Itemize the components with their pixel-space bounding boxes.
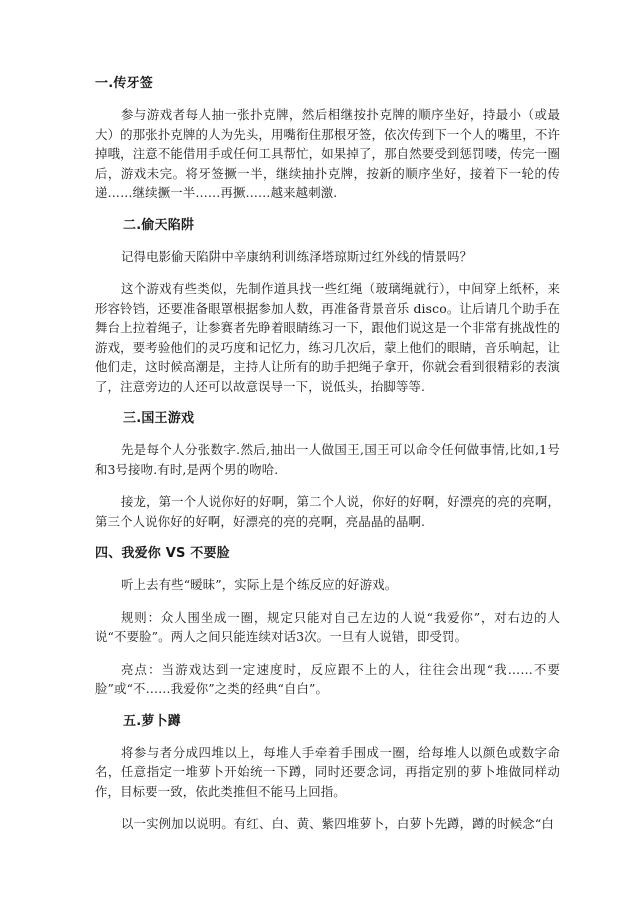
section-4-paragraph-2: 规则：众人围坐成一圈，规定只能对自己左边的人说“我爱你”，对右边的人说“不要脸”。两人之间只能连续对话3次。一旦有人说错，即受罚。 — [95, 609, 560, 644]
document-page — [95, 74, 560, 847]
section-1-paragraph-1: 参与游戏者每人抽一张扑克牌，然后相继按扑克牌的顺序坐好，持最小（或最大）的那张扑克牌的人为先头，用嘴衔住那根牙签，依次传到下一个人的嘴里，不许掉哦，注意不能借用手或任何工具帮忙，如果掉了，那自然要受到惩罚喽，传完一圈后，游戏未完。将牙签撅一半，继续抽扑克牌，按新的顺序坐好，接着下一轮的传递……继续撅一半……再撅……越来越刺激. — [95, 107, 560, 200]
section-3-paragraph-1: 先是每个人分张数字.然后,抽出一人做国王,国王可以命令任何做事情,比如,1号和3号接吻.有时,是两个男的吻哈. — [95, 442, 560, 477]
section-heading-5: 五.萝卜蹲 — [123, 713, 181, 729]
section-2-paragraph-1: 记得电影偷天陷阱中辛康纳利训练泽塔琼斯过红外线的情景吗？ — [121, 248, 473, 264]
section-heading-4: 四、我爱你 VS 不要脸 — [95, 546, 230, 561]
section-heading-3: 三.国王游戏 — [123, 411, 195, 426]
section-2-paragraph-2: 这个游戏有些类似，先制作道具找一些红绳（玻璃绳就行），中间穿上纸杯，来形容铃铛，还要准备眼罩根据参加人数，再准备背景音乐 disco。让后请几个助手在舞台上拉着绳子，让参赛者先睁着眼睛练习一下，跟他们说这是一个非常有挑战性的游戏，要考验他们的灵巧度和记忆力，练习几次后，蒙上他们的眼睛，音乐响起，让他们走，这时候高潮是，主持人让所有的助手把绳子拿开，你就会看到很精彩的表演了，注意旁边的人还可以故意误导一下，说低头，抬脚等等. — [95, 281, 560, 394]
section-heading-1: 一.传牙签 — [95, 76, 153, 91]
section-5-paragraph-2: 以一实例加以说明。有红、白、黄、紫四堆萝卜，白萝卜先蹲，蹲的时候念“白 — [121, 816, 554, 831]
section-5-paragraph-1: 将参与者分成四堆以上，每堆人手牵着手围成一圈，给每堆人以颜色或数字命名，任意指定一堆萝卜开始统一下蹲，同时还要念词，再指定别的萝卜堆做同样动作，目标要一致，依此类推但不能马上回指。 — [95, 744, 560, 799]
section-heading-2: 二.偷天陷阱 — [123, 217, 195, 233]
section-4-paragraph-1: 听上去有些“暧昧”，实际上是个练反应的好游戏。 — [121, 577, 398, 592]
section-4-paragraph-3: 亮点：当游戏达到一定速度时，反应跟不上的人，往往会出现“我……不要脸”或“不……我爱你”之类的经典“自白”。 — [95, 661, 560, 696]
section-3-paragraph-2: 接龙，第一个人说你好的好啊，第二个人说，你好的好啊，好漂亮的亮的亮啊，第三个人说你好的好啊，好漂亮的亮的亮啊，亮晶晶的晶啊. — [95, 494, 560, 529]
